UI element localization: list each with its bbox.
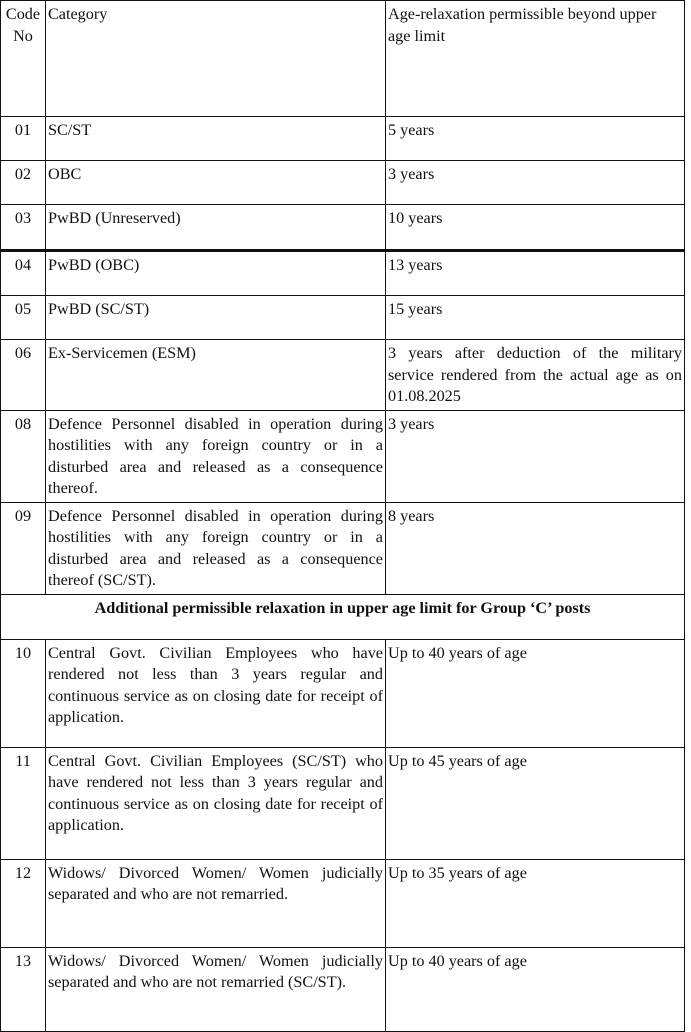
row-category: OBC bbox=[46, 161, 386, 205]
row-code: 12 bbox=[1, 859, 46, 947]
row-relaxation: Up to 35 years of age bbox=[386, 859, 685, 947]
table-row bbox=[1, 410, 685, 502]
table-row bbox=[1, 502, 685, 594]
row-code: 09 bbox=[1, 502, 46, 594]
row-code: 10 bbox=[1, 639, 46, 747]
row-relaxation: Up to 40 years of age bbox=[386, 947, 685, 1031]
table-row bbox=[1, 947, 685, 1031]
row-relaxation: 13 years bbox=[386, 251, 685, 296]
row-category: Ex-Servicemen (ESM) bbox=[46, 340, 386, 411]
row-relaxation: 3 years bbox=[386, 161, 685, 205]
table-row bbox=[1, 117, 685, 161]
table-row bbox=[1, 340, 685, 411]
row-relaxation: 3 years after deduction of the military service rendered from the actual age as on 01.08.2025 bbox=[386, 340, 685, 411]
header-category: Category bbox=[46, 1, 386, 117]
row-code: 02 bbox=[1, 161, 46, 205]
row-category: Defence Personnel disabled in operation during hostilities with any foreign country or in a disturbed area and released as a consequence thereof (SC/ST). bbox=[46, 502, 386, 594]
row-category: PwBD (Unreserved) bbox=[46, 205, 386, 251]
row-category: Widows/ Divorced Women/ Women judicially separated and who are not remarried. bbox=[46, 859, 386, 947]
row-relaxation: 3 years bbox=[386, 410, 685, 502]
header-code-no: Code No bbox=[1, 1, 46, 117]
row-code: 01 bbox=[1, 117, 46, 161]
row-relaxation: Up to 40 years of age bbox=[386, 639, 685, 747]
row-category: PwBD (OBC) bbox=[46, 251, 386, 296]
table-row bbox=[1, 747, 685, 859]
row-code: 08 bbox=[1, 410, 46, 502]
table-row bbox=[1, 639, 685, 747]
row-code: 05 bbox=[1, 296, 46, 340]
row-category: Widows/ Divorced Women/ Women judicially separated and who are not remarried (SC/ST). bbox=[46, 947, 386, 1031]
row-code: 06 bbox=[1, 340, 46, 411]
table-row bbox=[1, 296, 685, 340]
table-row bbox=[1, 205, 685, 251]
row-relaxation: Up to 45 years of age bbox=[386, 747, 685, 859]
row-relaxation: 8 years bbox=[386, 502, 685, 594]
row-code: 03 bbox=[1, 205, 46, 251]
header-relaxation: Age-relaxation permissible beyond upper age limit bbox=[386, 1, 685, 117]
table-row bbox=[1, 161, 685, 205]
row-category: Central Govt. Civilian Employees who have rendered not less than 3 years regular and continuous service as on closing date for receipt of application. bbox=[46, 639, 386, 747]
section-title: Additional permissible relaxation in upper age limit for Group ‘C’ posts bbox=[1, 594, 685, 639]
row-code: 11 bbox=[1, 747, 46, 859]
row-category: PwBD (SC/ST) bbox=[46, 296, 386, 340]
table-row bbox=[1, 251, 685, 296]
table-header-row bbox=[1, 1, 685, 117]
row-category: SC/ST bbox=[46, 117, 386, 161]
row-relaxation: 5 years bbox=[386, 117, 685, 161]
row-category: Defence Personnel disabled in operation during hostilities with any foreign country or in a disturbed area and released as a consequence thereof. bbox=[46, 410, 386, 502]
row-code: 13 bbox=[1, 947, 46, 1031]
section-row bbox=[1, 594, 685, 639]
row-relaxation: 10 years bbox=[386, 205, 685, 251]
row-relaxation: 15 years bbox=[386, 296, 685, 340]
row-code: 04 bbox=[1, 251, 46, 296]
row-category: Central Govt. Civilian Employees (SC/ST) who have rendered not less than 3 years regular and continuous service as on closing date for receipt of application. bbox=[46, 747, 386, 859]
table-row bbox=[1, 859, 685, 947]
